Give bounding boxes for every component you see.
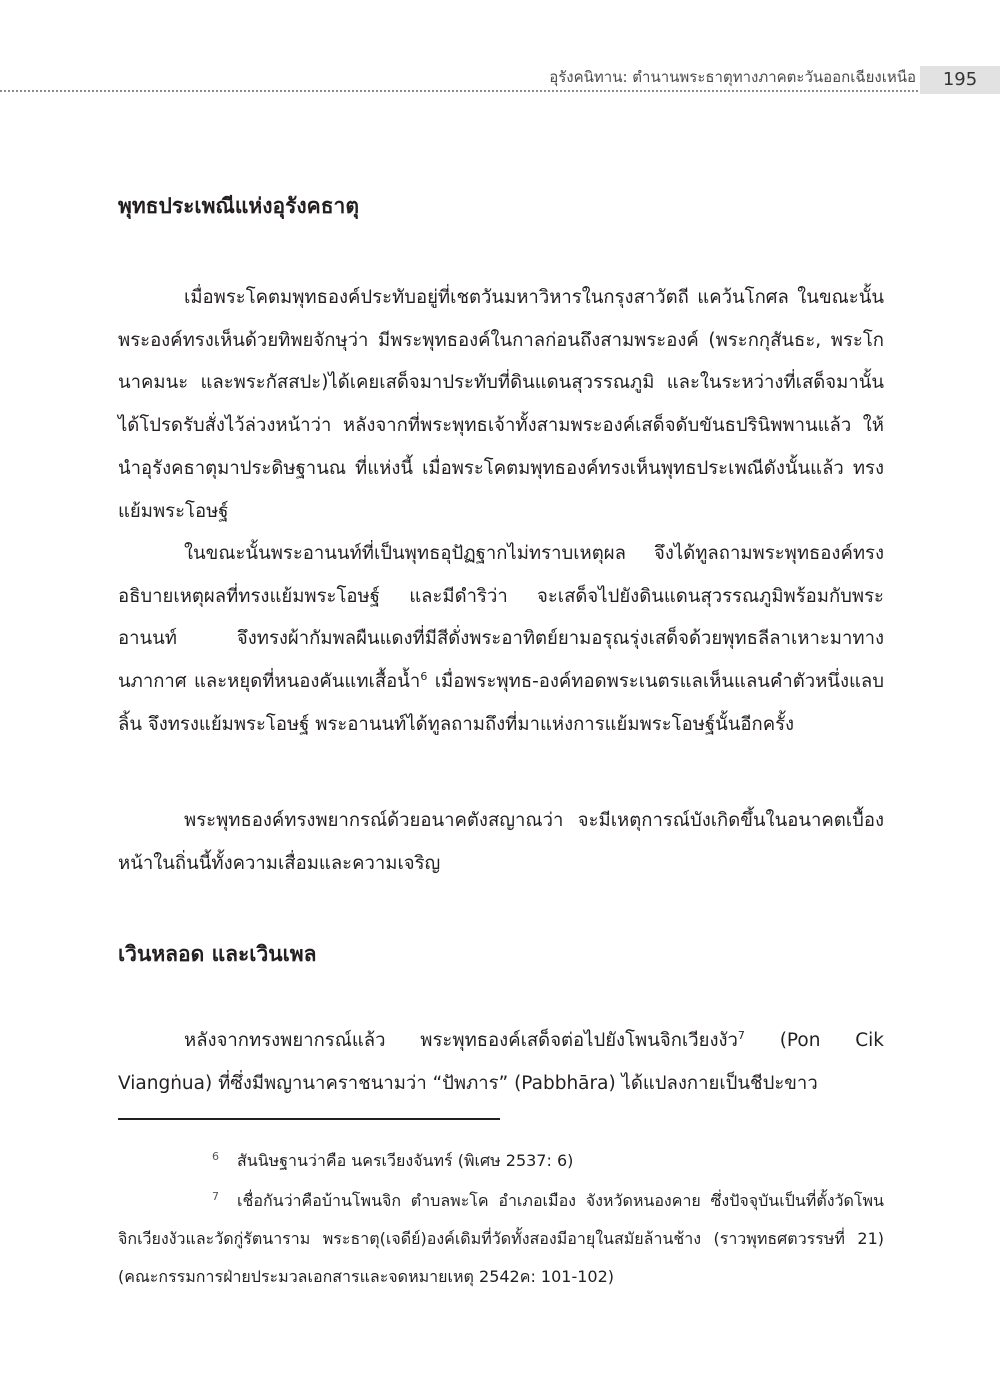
- footnote-6-text: สันนิษฐานว่าคือ นครเวียงจันทร์ (พิเศษ 2537: 6): [237, 1151, 574, 1170]
- paragraph-2-text-a: ในขณะนั้นพระอานนท์ที่เป็นพุทธอุปัฏฐากไม่ทราบเหตุผล จึงได้ทูลถามพระพุทธองค์ทรงอธิบายเหตุผลที่ทรงแย้มพระโอษฐ์ และมีดำริว่า จะเสด็จไปยังดินแดนสุวรรณภูมิพร้อมกับพระอานนท์ จึงทรงผ้ากัมพลผืนแดงที่มีสีดั่งพระอาทิตย์ยามอรุณรุ่งเสด็จด้วยพุทธลีลาเหาะมาทางนภากาศ และหยุดที่หนองคันแทเสื้อน้ำ: [118, 543, 884, 693]
- section-heading-woen-lot: เวินหลอด และเวินเพล: [118, 942, 317, 966]
- paragraph-3: พระพุทธองค์ทรงพยากรณ์ด้วยอนาคตังสญาณว่า จะมีเหตุการณ์บังเกิดขึ้นในอนาคตเบื้องหน้าในถิ่นนี้ทั้งความเสื่อมและความเจริญ: [118, 810, 884, 874]
- paragraph-4: [118, 1020, 884, 1105]
- footnote-ref-7: 7: [737, 1028, 745, 1042]
- footnote-7-text: เชื่อกันว่าคือบ้านโพนจิก ตำบลพะโค อำเภอเมือง จังหวัดหนองคาย ซึ่งปัจจุบันเป็นที่ตั้งวัดโพนจิกเวียงงัวและวัดกู่รัตนาราม พระธาตุ(เจดีย์)องค์เดิมที่วัดทั้งสองมีอายุในสมัยล้านช้าง (ราวพุทธศตวรรษที่ 21) (คณะกรรมการฝ่ายประมวลเอกสารและจดหมายเหตุ 2542ค: 101-102): [118, 1191, 884, 1286]
- footnote-7-mark: 7: [212, 1189, 219, 1203]
- paragraph-2-text-b: เมื่อพระพุทธ-องค์ทอดพระเนตรแลเห็นแลนคำตัวหนึ่งแลบลิ้น จึงทรงแย้มพระโอษฐ์ พระอานนท์ได้ทูลถามถึงที่มาแห่งการแย้มพระโอษฐ์นั้นอีกครั้ง: [118, 671, 884, 735]
- footnote-rule: [118, 1118, 500, 1120]
- footnote-6-mark: 6: [212, 1149, 219, 1163]
- footnote-ref-6: 6: [420, 669, 428, 683]
- page-number: 195: [920, 66, 1000, 94]
- paragraph-2: [118, 533, 884, 747]
- section-heading-uranga-tradition: พุทธประเพณีแห่งอุรังคธาตุ: [118, 194, 359, 218]
- header-dotted-rule: [0, 90, 918, 92]
- paragraph-4-text-a: หลังจากทรงพยากรณ์แล้ว พระพุทธองค์เสด็จต่อไปยังโพนจิกเวียงงัว: [184, 1030, 738, 1051]
- running-header: [0, 66, 1000, 94]
- footnote-7: [118, 1182, 884, 1296]
- footnote-6: [118, 1142, 884, 1180]
- running-title: อุรังคนิทาน: ตำนานพระธาตุทางภาคตะวันออกเฉียงเหนือ: [549, 68, 916, 86]
- paragraph-1: เมื่อพระโคตมพุทธองค์ประทับอยู่ที่เชตวันมหาวิหารในกรุงสาวัตถี แคว้นโกศล ในขณะนั้นพระองค์ทรงเห็นด้วยทิพยจักษุว่า มีพระพุทธองค์ในกาลก่อนถึงสามพระองค์ (พระกกุสันธะ, พระโกนาคมนะ และพระกัสสปะ)ได้เคยเสด็จมาประทับที่ดินแดนสุวรรณภูมิ และในระหว่างที่เสด็จมานั้นได้โปรดรับสั่งไว้ล่วงหน้าว่า หลังจากที่พระพุทธเจ้าทั้งสามพระองค์เสด็จดับขันธปรินิพพานแล้ว ให้นำอุรังคธาตุมาประดิษฐานณ ที่แห่งนี้ เมื่อพระโคตมพุทธองค์ทรงเห็นพุทธประเพณีดังนั้นแล้ว ทรงแย้มพระโอษฐ์: [118, 287, 884, 522]
- paragraph-4-text-b: (Pon Cik Viangṅua) ที่ซึ่งมีพญานาคราชนามว่า “ปัพภาร” (Pabbhāra) ได้แปลงกายเป็นชีปะขาว: [118, 1030, 884, 1094]
